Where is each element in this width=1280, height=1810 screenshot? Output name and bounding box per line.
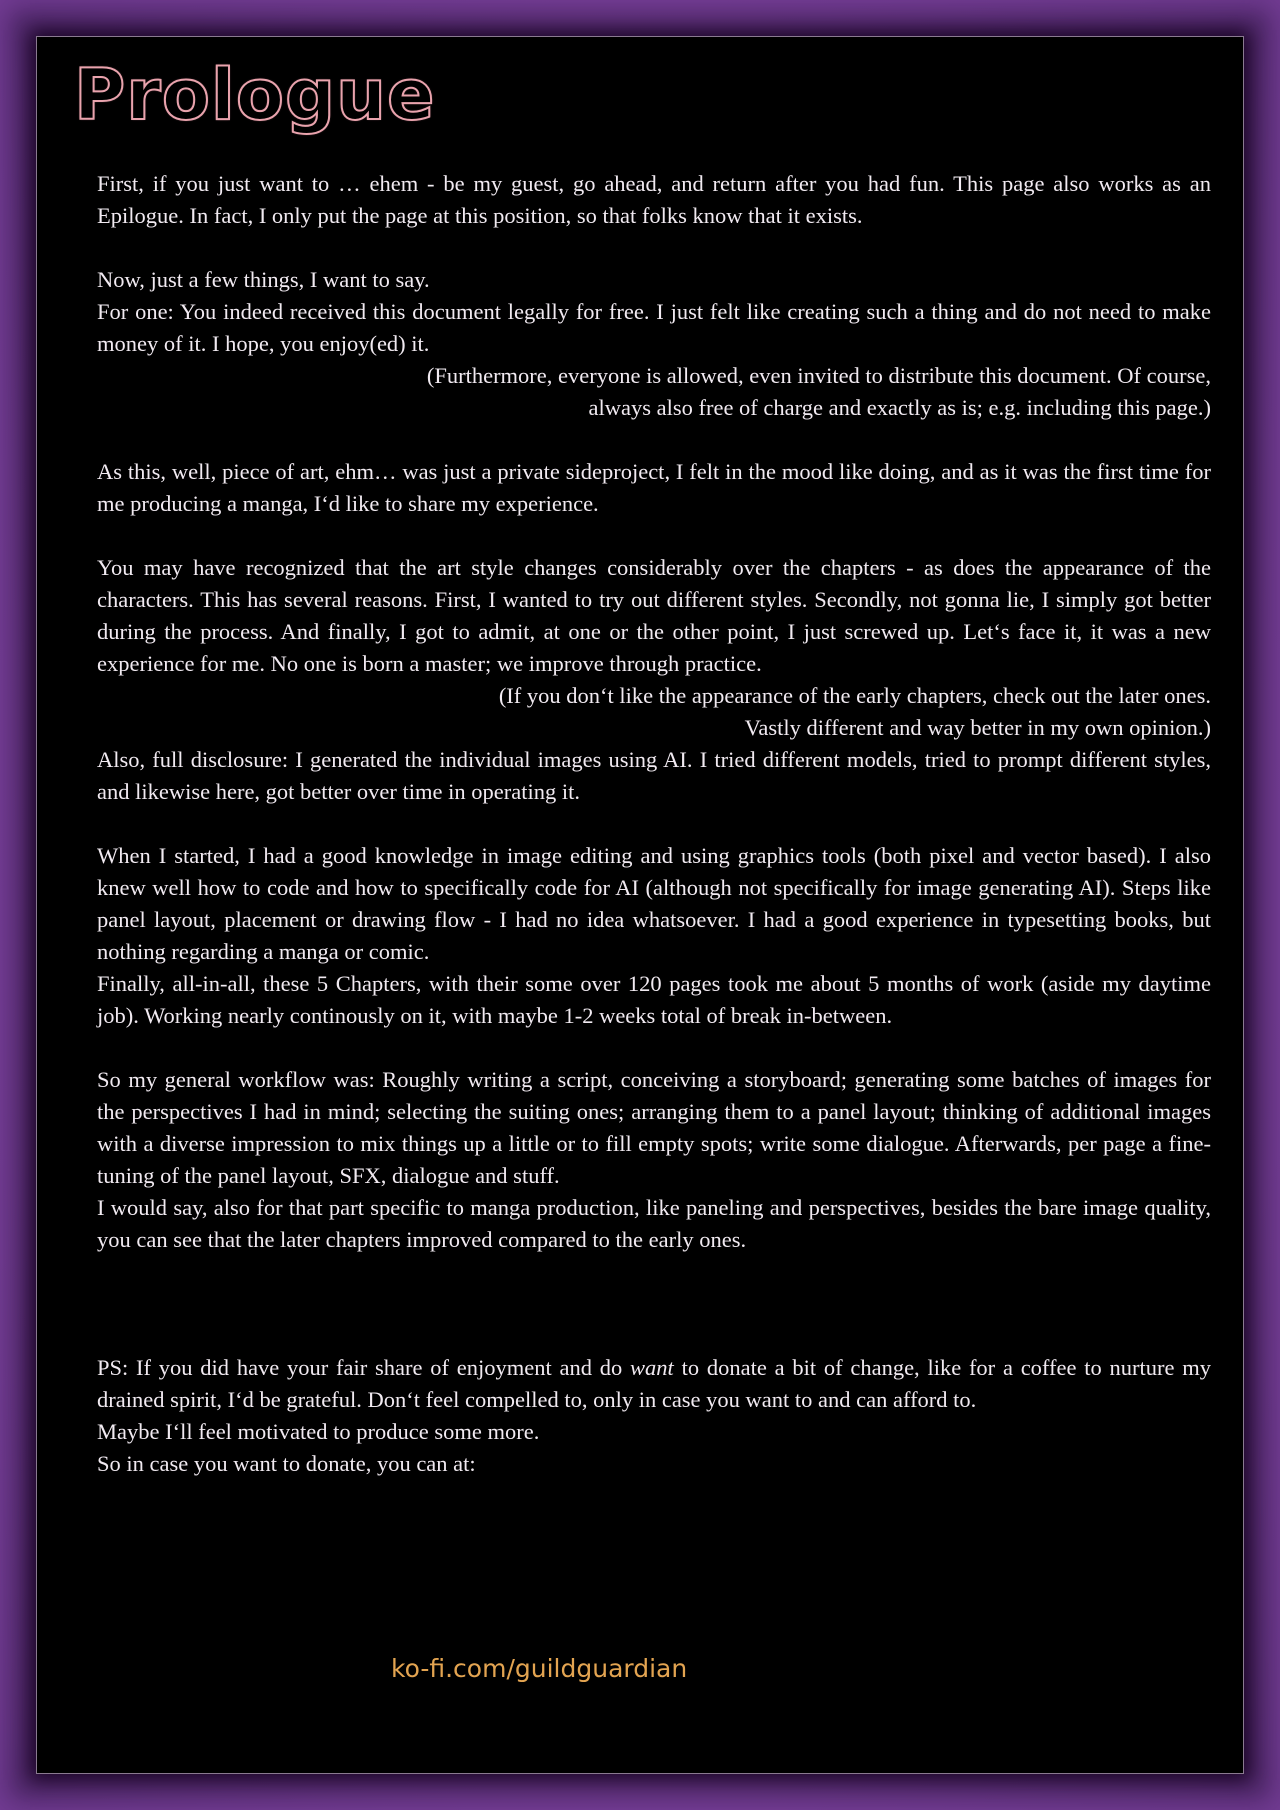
- kofi-link[interactable]: ko-fi.com/guildguardian: [391, 1654, 688, 1683]
- paragraph-few-things: Now, just a few things, I want to say.: [97, 267, 430, 292]
- ps-text-after: to donate a bit of change, like for a coffee to nurture my drained spirit, I‘d be grateful. Don‘t feel compelled to, only in case you want to and can afford to.: [97, 1355, 1211, 1412]
- paragraph-donate-where: So in case you want to donate, you can at:: [97, 1451, 476, 1476]
- paragraph-time-spent: Finally, all-in-all, these 5 Chapters, with their some over 120 pages took me about 5 months of work (aside my daytime job). Working nearly continously on it, with maybe 1-2 weeks total of break in-between.: [97, 971, 1211, 1028]
- page-title: Prologue: [74, 54, 436, 136]
- paragraph-distribution-2: always also free of charge and exactly as is; e.g. including this page.): [588, 395, 1211, 420]
- document-body: [97, 168, 1211, 1480]
- paragraph-early-chapters-1: (If you don‘t like the appearance of the early chapters, check out the later ones.: [498, 683, 1211, 708]
- paragraph-early-chapters-2: Vastly different and way better in my own opinion.): [744, 715, 1211, 740]
- paragraph-distribution-1: (Furthermore, everyone is allowed, even invited to distribute this document. Of course,: [426, 363, 1211, 388]
- paragraph-intro: First, if you just want to … ehem - be my guest, go ahead, and return after you had fun. This page also works as an Epilogue. In fact, I only put the page at this position, so that folks know that it exists.: [97, 171, 1211, 228]
- ps-text-before: PS: If you did have your fair share of enjoyment and do: [97, 1355, 631, 1380]
- paragraph-improvement: I would say, also for that part specific to manga production, like paneling and perspectives, besides the bare image quality, you can see that the later chapters improved compared to the early ones.: [97, 1195, 1211, 1252]
- paragraph-workflow: So my general workflow was: Roughly writing a script, conceiving a storyboard; generating some batches of images for the perspectives I had in mind; selecting the suiting ones; arranging them to a panel layout; thinking of additional images with a diverse impression to mix things up a little or to fill empty spots; write some dialogue. Afterwards, per page a fine-tuning of the panel layout, SFX, dialogue and stuff.: [97, 1067, 1211, 1188]
- ps-emphasis: want: [630, 1355, 674, 1380]
- paragraph-motivation: Maybe I‘ll feel motivated to produce some more.: [97, 1419, 540, 1444]
- paragraph-free-document: For one: You indeed received this document legally for free. I just felt like creating such a thing and do not need to make money of it. I hope, you enjoy(ed) it.: [97, 299, 1211, 356]
- paragraph-ps-donation: [97, 1352, 1211, 1416]
- paragraph-art-style: You may have recognized that the art style changes considerably over the chapters - as does the appearance of the characters. This has several reasons. First, I wanted to try out different styles. Secondly, not gonna lie, I simply got better during the process. And finally, I got to admit, at one or the other point, I just screwed up. Let‘s face it, it was a new experience for me. No one is born a master; we improve through practice.: [97, 555, 1211, 676]
- paragraph-sideproject: As this, well, piece of art, ehm… was just a private sideproject, I felt in the mood like doing, and as it was the first time for me producing a manga, I‘d like to share my experience.: [97, 459, 1211, 516]
- paragraph-ai-disclosure: Also, full disclosure: I generated the individual images using AI. I tried different models, tried to prompt different styles, and likewise here, got better over time in operating it.: [97, 747, 1211, 804]
- paragraph-background: When I started, I had a good knowledge in image editing and using graphics tools (both pixel and vector based). I also knew well how to code and how to specifically code for AI (although not specifically for image generating AI). Steps like panel layout, placement or drawing flow - I had no idea whatsoever. I had a good experience in typesetting books, but nothing regarding a manga or comic.: [97, 843, 1211, 964]
